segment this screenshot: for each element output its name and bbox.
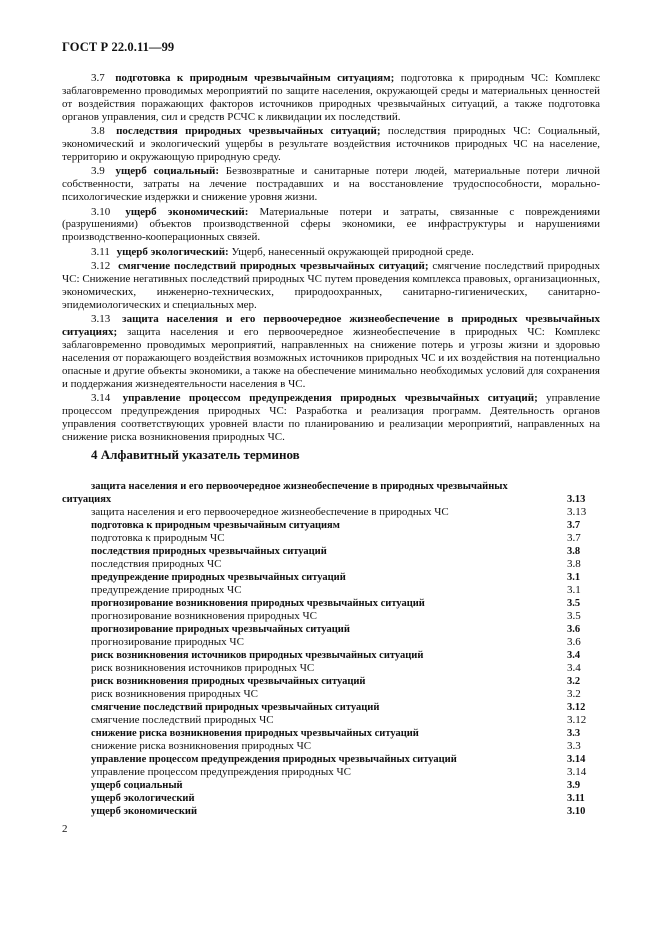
index-term: защита населения и его первоочередное жизнеобеспечение в природных чрезвычайных ситуациях [62,481,508,505]
section-heading: 4 Алфавитный указатель терминов [91,447,300,462]
index-ref: 3.8 [567,558,581,570]
index-ref: 3.4 [567,650,581,661]
term-name: подготовка к природным чрезвычайным ситуациям; [115,72,395,84]
index-ref: 3.13 [567,506,587,518]
index-row [62,766,600,779]
index-row [62,584,600,597]
term-definition-3-9 [62,165,600,204]
index-row [62,623,600,636]
index-term: смягчение последствий природных чрезвычайных ситуаций [91,702,380,713]
index-row [62,727,600,740]
index-ref: 3.10 [567,806,586,817]
alphabetical-index [62,480,600,818]
index-term: прогнозирование природных ЧС [91,636,244,648]
index-row [62,779,600,792]
index-term: смягчение последствий природных ЧС [91,714,274,726]
index-row [62,571,600,584]
index-ref: 3.11 [567,793,585,804]
term-definition-3-8 [62,125,600,164]
index-row [62,740,600,753]
term-text: подготовка к природным ЧС: Комплекс заблаговременно проводимых мероприятий по защите населения, окружающей среды и материальных ценностей от воздействия поражающих факторов источников природных чрезвычайных ситуаций, а также подготовка органов управления, сил и средств РСЧС к ликвидации их последствий. [62,72,601,123]
index-term: управление процессом предупреждения природных ЧС [91,766,352,778]
index-term: риск возникновения источников природных ЧС [91,662,315,674]
term-text: смягчение последствий природных ЧС: Снижение негативных последствий природных ЧС путем проведения комплекса правовых, организационных, экономических, инженерно-технических, природоохранных, санитарно-гигиенических, санитарно-эпидемиологических и специальных мер. [62,260,600,311]
index-row [62,675,600,688]
term-definition-3-13 [62,313,600,390]
index-term: управление процессом предупреждения природных чрезвычайных ситуаций [91,754,457,765]
index-term: ущерб экономический [91,806,198,817]
index-term: прогнозирование возникновения природных чрезвычайных ситуаций [91,598,425,609]
index-ref: 3.1 [567,572,581,583]
index-ref: 3.9 [567,780,581,791]
index-row [62,753,600,766]
index-term: снижение риска возникновения природных чрезвычайных ситуаций [91,728,419,739]
term-text: последствия природных ЧС: Социальный, экономический и экологический ущербы в результате воздействия источников природных ЧС на население, территорию и окружающую природную среду. [62,125,600,163]
term-text: Ущерб, нанесенный окружающей природной среде. [231,245,474,258]
term-definition-3-12 [62,260,600,312]
index-term: последствия природных ЧС [91,558,222,570]
index-row [62,480,600,506]
index-ref: 3.2 [567,676,581,687]
index-term: риск возникновения природных ЧС [91,688,258,700]
index-row [62,506,600,519]
index-ref: 3.6 [567,636,581,648]
term-number: 3.12 [91,260,111,273]
terms-section [62,72,600,445]
index-ref: 3.13 [567,494,586,505]
term-name: защита населения и его первоочередное жизнеобеспечение в природных чрезвычайных ситуациях; [62,313,601,339]
index-term: защита населения и его первоочередное жизнеобеспечение в природных ЧС [91,506,449,518]
index-row [62,558,600,571]
index-ref: 3.5 [567,598,581,609]
term-text: Безвозвратные и санитарные потери людей, материальные потери личной собственности, затраты на лечение пострадавших и на восстановление трудоспособности, морально-психологические издержки и снижение уровня жизни. [62,165,601,204]
index-row [62,545,600,558]
term-text: Материальные потери и затраты, связанные с повреждениями (разрушениями) объектов производственной сферы экономики, ее инфраструктуры и нарушениями производственно-кооперационных связей. [62,205,600,244]
term-name: ущерб экологический: [116,245,229,258]
index-term: ущерб экологический [91,793,195,804]
index-row [62,792,600,805]
index-term: последствия природных чрезвычайных ситуаций [91,546,327,557]
term-number: 3.8 [91,125,105,138]
term-number: 3.10 [91,205,111,218]
index-term: ущерб социальный [91,780,183,791]
index-ref: 3.2 [567,688,581,700]
index-ref: 3.3 [567,728,581,739]
index-row [62,519,600,532]
index-row [62,636,600,649]
term-name: ущерб социальный: [115,165,220,178]
index-term: риск возникновения природных чрезвычайных ситуаций [91,676,366,687]
index-ref: 3.12 [567,714,587,726]
index-row [62,688,600,701]
term-text: защита населения и его первоочередное жизнеобеспечение в природных ЧС: Комплекс заблаговременно проводимых мероприятий, направленных на снижение потерь и угрозы жизни и здоровью населения от поражающего воздействия возможных источников природных ЧС и их воздействия на потенциально опасные и другие объекты экономики, а также на обеспечение минимально необходимых условий для сохранения и поддержания жизнедеятельности населения в ЧС. [62,326,600,390]
index-ref: 3.8 [567,546,581,557]
index-term: прогнозирование возникновения природных ЧС [91,610,317,622]
index-term: снижение риска возникновения природных ЧС [91,740,312,752]
term-definition-3-7 [62,72,600,124]
term-name: ущерб экономический: [125,205,249,218]
term-number: 3.14 [91,392,111,405]
index-row [62,597,600,610]
term-name: управление процессом предупреждения природных чрезвычайных ситуаций; [122,392,538,405]
index-term: прогнозирование природных чрезвычайных ситуаций [91,624,350,635]
index-row [62,714,600,727]
term-definition-3-14 [62,392,600,444]
document-code: ГОСТ Р 22.0.11—99 [62,40,175,54]
index-ref: 3.6 [567,624,581,635]
index-ref: 3.7 [567,520,581,531]
index-row [62,532,600,545]
term-number: 3.9 [91,165,105,178]
index-row [62,649,600,662]
term-number: 3.7 [91,72,105,84]
index-term: предупреждение природных чрезвычайных ситуаций [91,572,346,583]
index-row [62,610,600,623]
index-ref: 3.1 [567,584,581,596]
index-ref: 3.7 [567,532,581,544]
index-term: подготовка к природным чрезвычайным ситуациям [91,520,340,531]
term-name: последствия природных чрезвычайных ситуаций; [116,125,381,138]
index-row [62,701,600,714]
index-row [62,662,600,675]
page-number: 2 [62,823,68,835]
index-ref: 3.4 [567,662,581,674]
term-text: управление процессом предупреждения природных ЧС: Разработка и реализация программ. Деятельность органов управления соответствующих уровней власти по планированию и реализации мероприятий, направленных на снижение риска возникновения природных ЧС. [62,392,601,443]
index-term: предупреждение природных ЧС [91,584,242,596]
index-ref: 3.3 [567,740,581,752]
term-number: 3.11 [91,245,110,258]
term-name: смягчение последствий природных чрезвычайных ситуаций; [118,260,429,273]
index-term: риск возникновения источников природных чрезвычайных ситуаций [91,650,424,661]
index-ref: 3.14 [567,766,587,778]
index-ref: 3.5 [567,610,581,622]
index-term: подготовка к природным ЧС [91,532,225,544]
index-ref: 3.12 [567,702,586,713]
term-definition-3-10 [62,206,600,245]
term-definition-3-11 [62,246,600,259]
term-number: 3.13 [91,313,111,326]
index-row [62,805,600,818]
index-ref: 3.14 [567,754,586,765]
